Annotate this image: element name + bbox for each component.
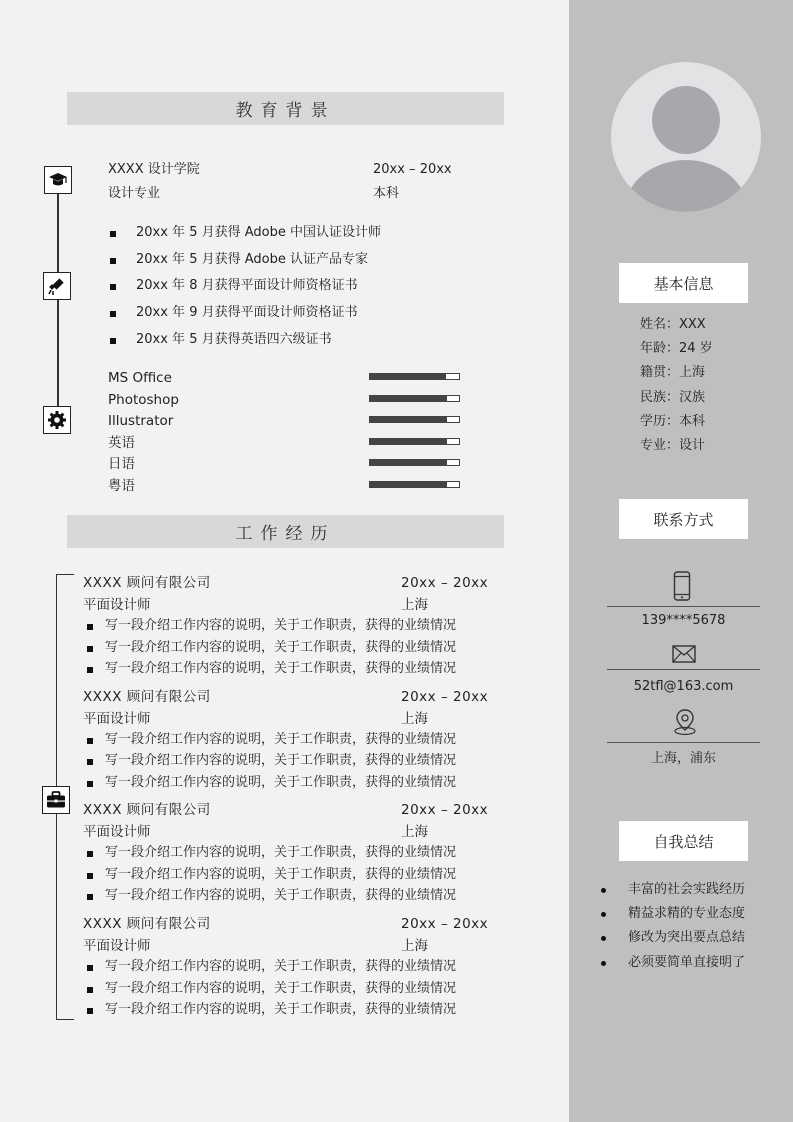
bullet xyxy=(110,284,116,290)
address: 上海，浦东 xyxy=(650,751,716,766)
basic-info-item: 学历：本科 xyxy=(640,413,706,429)
basic-info-item: 民族：汉族 xyxy=(640,389,706,405)
job-role: 平面设计师 xyxy=(83,710,151,727)
basic-info-item: 年龄：24 岁 xyxy=(640,341,713,357)
job-duty: 写一段介绍工作内容的说明，关于工作职责，获得的业绩情况 xyxy=(105,753,457,769)
summary-item: 修改为突出要点总结 xyxy=(628,930,746,946)
job-city: 上海 xyxy=(401,597,428,613)
company-name: XXXX 顾问有限公司 xyxy=(83,916,211,933)
skill-level-bar xyxy=(369,459,460,466)
major: 设计专业 xyxy=(108,186,161,201)
work-section-title: 工作经历 xyxy=(67,515,504,548)
bullet xyxy=(601,961,606,966)
bullet xyxy=(87,851,93,857)
phone-icon xyxy=(673,571,691,605)
degree: 本科 xyxy=(373,186,400,201)
company-name: XXXX 顾问有限公司 xyxy=(83,688,211,705)
bullet xyxy=(87,873,93,879)
skill-name: Illustrator xyxy=(108,413,174,430)
location-pin-icon xyxy=(673,708,697,740)
bullet xyxy=(87,987,93,993)
basic-info-title: 基本信息 xyxy=(619,263,748,303)
job-years: 20xx – 20xx xyxy=(401,688,489,705)
skill-level-bar xyxy=(369,481,460,488)
summary-title: 自我总结 xyxy=(619,821,748,861)
timeline-line xyxy=(57,190,59,420)
contact-title: 联系方式 xyxy=(619,499,748,539)
job-city: 上海 xyxy=(401,824,428,841)
certificate-item: 20xx 年 5 月获得英语四六级证书 xyxy=(136,331,332,347)
bullet xyxy=(87,965,93,971)
skill-level-bar xyxy=(369,395,460,402)
job-duty: 写一段介绍工作内容的说明，关于工作职责，获得的业绩情况 xyxy=(105,639,457,655)
skill-level-fill xyxy=(370,396,447,401)
company-name: XXXX 顾问有限公司 xyxy=(83,802,211,819)
bullet xyxy=(110,258,116,264)
summary-item: 丰富的社会实践经历 xyxy=(628,882,746,897)
job-years: 20xx – 20xx xyxy=(401,575,489,591)
bullet xyxy=(87,646,93,652)
job-duty: 写一段介绍工作内容的说明，关于工作职责，获得的业绩情况 xyxy=(105,618,457,633)
job-duty: 写一段介绍工作内容的说明，关于工作职责，获得的业绩情况 xyxy=(105,888,457,904)
email-address: 52tfl@163.com xyxy=(633,679,734,694)
skill-level-bar xyxy=(369,416,460,423)
skill-name: Photoshop xyxy=(108,391,179,408)
bullet xyxy=(110,231,116,237)
skill-level-bar xyxy=(369,373,460,380)
phone-number: 139****5678 xyxy=(641,613,726,628)
bullet xyxy=(87,781,93,787)
school-name: XXXX 设计学院 xyxy=(108,162,200,177)
bullet xyxy=(87,759,93,765)
bullet xyxy=(87,624,93,630)
skill-name: MS Office xyxy=(108,370,172,386)
summary-item: 精益求精的专业态度 xyxy=(628,906,746,922)
job-years: 20xx – 20xx xyxy=(401,916,489,933)
company-name: XXXX 顾问有限公司 xyxy=(83,575,211,591)
job-city: 上海 xyxy=(401,938,428,955)
education-section-title: 教育背景 xyxy=(67,92,504,125)
skill-level-fill xyxy=(370,417,447,422)
skill-level-bar xyxy=(369,438,460,445)
graduation-cap-icon xyxy=(44,166,72,194)
bullet xyxy=(87,894,93,900)
job-duty: 写一段介绍工作内容的说明，关于工作职责，获得的业绩情况 xyxy=(105,731,457,747)
divider xyxy=(607,742,760,743)
bullet xyxy=(110,338,116,344)
job-duty: 写一段介绍工作内容的说明，关于工作职责，获得的业绩情况 xyxy=(105,661,457,676)
bullet xyxy=(87,667,93,673)
satellite-icon xyxy=(43,272,71,300)
briefcase-icon xyxy=(42,786,70,814)
skill-level-fill xyxy=(370,374,446,379)
job-role: 平面设计师 xyxy=(83,824,151,841)
basic-info-item: 姓名：XXX xyxy=(640,317,706,332)
basic-info-item: 专业：设计 xyxy=(640,438,706,453)
job-duty: 写一段介绍工作内容的说明，关于工作职责，获得的业绩情况 xyxy=(105,845,457,861)
job-years: 20xx – 20xx xyxy=(401,802,489,819)
skill-level-fill xyxy=(370,460,447,465)
avatar xyxy=(611,62,761,212)
bullet xyxy=(601,888,606,893)
certificate-item: 20xx 年 8 月获得平面设计师资格证书 xyxy=(136,278,358,294)
skill-level-fill xyxy=(370,482,447,487)
job-role: 平面设计师 xyxy=(83,597,151,613)
job-city: 上海 xyxy=(401,710,428,727)
divider xyxy=(607,669,760,670)
certificate-item: 20xx 年 5 月获得 Adobe 中国认证设计师 xyxy=(136,225,381,240)
basic-info-item: 籍贯：上海 xyxy=(640,365,706,381)
job-duty: 写一段介绍工作内容的说明，关于工作职责，获得的业绩情况 xyxy=(105,774,457,790)
skill-name: 粤语 xyxy=(108,478,135,494)
job-duty: 写一段介绍工作内容的说明，关于工作职责，获得的业绩情况 xyxy=(105,959,457,975)
job-duty: 写一段介绍工作内容的说明，关于工作职责，获得的业绩情况 xyxy=(105,866,457,882)
skill-level-fill xyxy=(370,439,447,444)
divider xyxy=(607,606,760,607)
job-role: 平面设计师 xyxy=(83,938,151,955)
bullet xyxy=(87,1008,93,1014)
bullet xyxy=(87,738,93,744)
job-duty: 写一段介绍工作内容的说明，关于工作职责，获得的业绩情况 xyxy=(105,980,457,996)
certificate-item: 20xx 年 9 月获得平面设计师资格证书 xyxy=(136,305,358,321)
mail-icon xyxy=(672,645,696,667)
skill-name: 英语 xyxy=(108,434,135,451)
certificate-item: 20xx 年 5 月获得 Adobe 认证产品专家 xyxy=(136,251,368,267)
skill-name: 日语 xyxy=(108,456,135,473)
summary-item: 必须要简单直接明了 xyxy=(628,954,746,970)
education-years: 20xx – 20xx xyxy=(373,162,452,177)
bullet xyxy=(110,311,116,317)
job-duty: 写一段介绍工作内容的说明，关于工作职责，获得的业绩情况 xyxy=(105,1002,457,1018)
gear-icon xyxy=(43,406,71,434)
